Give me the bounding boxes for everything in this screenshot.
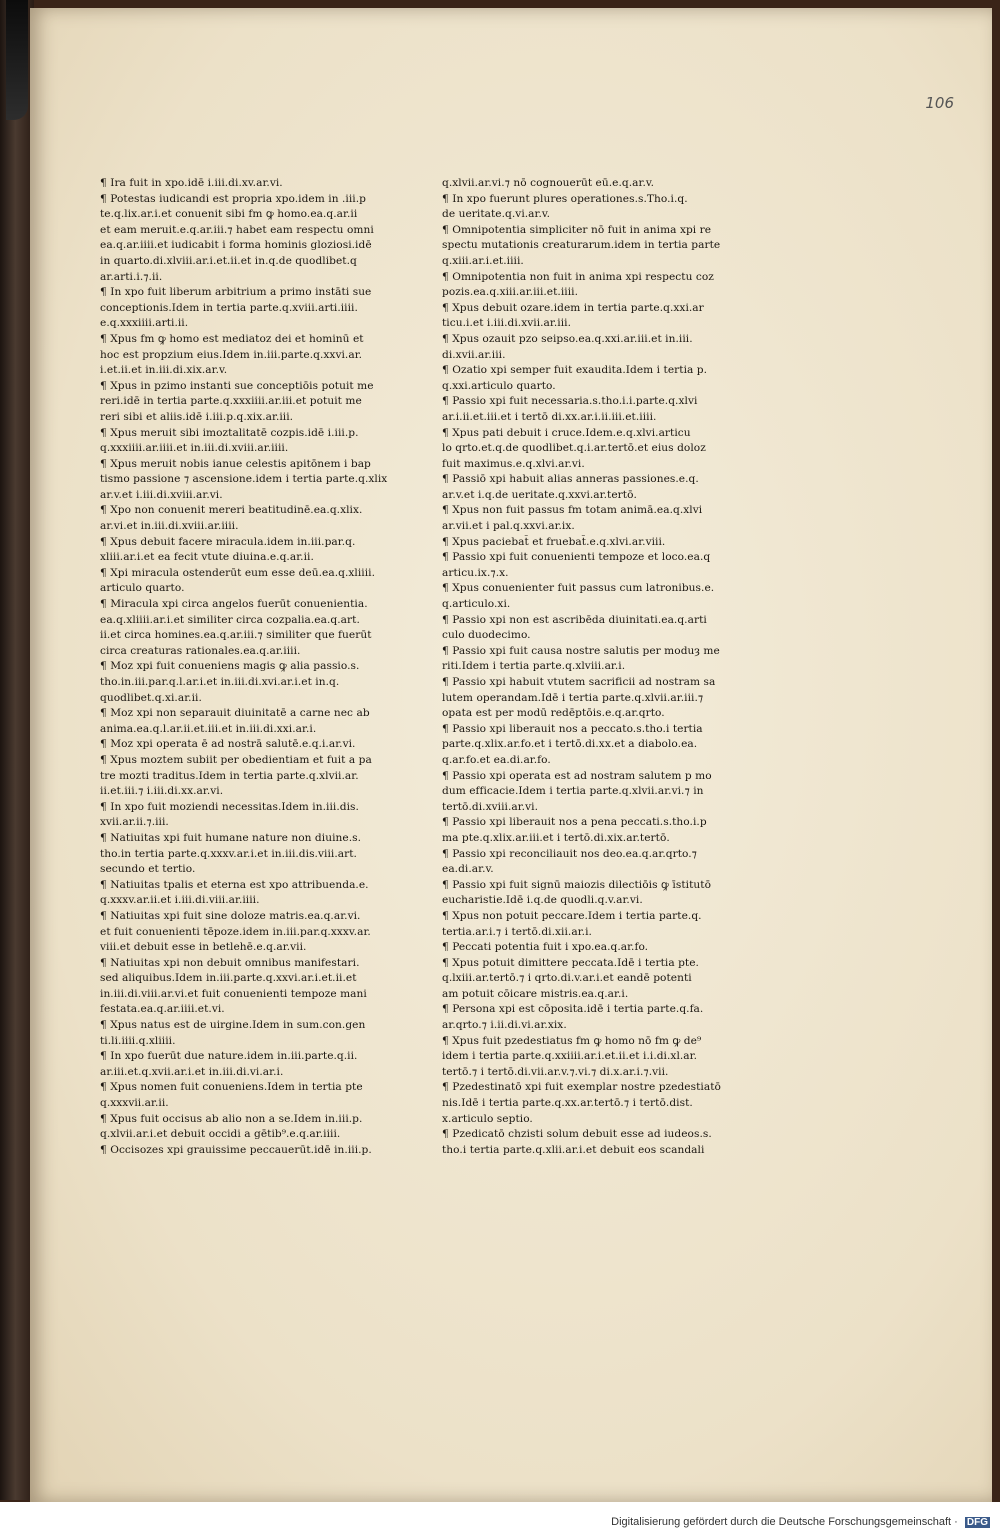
right-column-line: ¶ Passio xpi liberauit nos a pena peccati.s.tho.i.p bbox=[442, 816, 707, 829]
left-column-line: ¶ Natiuitas xpi fuit sine doloze matris.ea.q.ar.vi. bbox=[100, 909, 361, 922]
right-column-line: ¶ Xpus debuit ozare.idem in tertia parte.q.xxi.ar bbox=[442, 301, 704, 314]
right-column-line: ¶ Omnipotentia simpliciter nō fuit in anima xpi re bbox=[442, 223, 712, 236]
left-column-line: reri.idē in tertia parte.q.xxxiiii.ar.iii.et potuit me bbox=[100, 395, 362, 408]
left-column-line: ¶ Xpus nomen fuit conueniens.Idem in tertia pte bbox=[100, 1081, 363, 1094]
left-column-line: ¶ Xpus fm ꝙ homo est mediatoz dei et hominū et bbox=[100, 332, 364, 345]
right-column-line: articu.ix.⁊.x. bbox=[442, 566, 509, 579]
left-column-line: ¶ Natiuitas xpi non debuit omnibus manifestari. bbox=[100, 956, 360, 969]
folio-number: 106 bbox=[925, 94, 954, 112]
right-column-line: pozis.ea.q.xiii.ar.iii.et.iiii. bbox=[442, 286, 579, 299]
left-column-line: circa creaturas rationales.ea.q.ar.iiii. bbox=[100, 644, 301, 657]
book-spine-edge bbox=[0, 0, 34, 1500]
right-column-line: ar.i.ii.et.iii.et i tertō di.xx.ar.i.ii.iii.et.iiii. bbox=[442, 410, 657, 423]
left-column-line: xvii.ar.ii.⁊.iii. bbox=[100, 816, 169, 829]
right-column-line: spectu mutationis creaturarum.idem in tertia parte bbox=[442, 239, 721, 252]
right-column-line: am potuit cōicare mistris.ea.q.ar.i. bbox=[442, 987, 629, 1000]
right-column-line: idem i tertia parte.q.xxiiii.ar.i.et.ii.et i.i.di.xl.ar. bbox=[442, 1050, 698, 1063]
right-text-column bbox=[442, 176, 782, 1158]
right-column-line: q.lxiii.ar.tertō.⁊ i qrto.di.v.ar.i.et eandē potenti bbox=[442, 972, 692, 985]
left-column-line: ar.arti.i.⁊.ii. bbox=[100, 270, 163, 283]
right-column-line: ¶ Omnipotentia non fuit in anima xpi respectu coz bbox=[442, 270, 714, 283]
right-column-line: de ueritate.q.vi.ar.v. bbox=[442, 208, 551, 221]
left-column-line: conceptionis.Idem in tertia parte.q.xviii.arti.iiii. bbox=[100, 301, 358, 314]
right-column-line: ¶ Pzedicatō chzisti solum debuit esse ad iudeos.s. bbox=[442, 1128, 712, 1141]
right-column-line: ¶ Xpus pati debuit i cruce.Idem.e.q.xlvi.articu bbox=[442, 426, 691, 439]
right-column-line: ¶ Passio xpi habuit vtutem sacrificii ad nostram sa bbox=[442, 676, 716, 688]
right-column-line: q.xiii.ar.i.et.iiii. bbox=[442, 254, 524, 267]
left-column-line: in quarto.di.xlviii.ar.i.et.ii.et in.q.de quodlibet.q bbox=[100, 254, 357, 267]
right-column-line: ¶ Passiō xpi habuit alias anneras passiones.e.q. bbox=[442, 473, 699, 486]
left-column-line: tre mozti traditus.Idem in tertia parte.q.xlvii.ar. bbox=[100, 769, 359, 782]
right-column-line: ¶ Passio xpi fuit necessaria.s.tho.i.i.parte.q.xlvi bbox=[442, 395, 698, 408]
left-column-line: viii.et debuit esse in betlehē.e.q.ar.vii. bbox=[100, 941, 307, 954]
left-column-line: quodlibet.q.xi.ar.ii. bbox=[100, 691, 202, 704]
left-column-line: ¶ Moz xpi non separauit diuinitatē a carne nec ab bbox=[100, 707, 370, 720]
right-column-line: ¶ Xpus conuenienter fuit passus cum latronibus.e. bbox=[442, 582, 715, 595]
right-column-line: ¶ Passio xpi fuit causa nostre salutis per moduȝ me bbox=[442, 644, 720, 657]
left-column-line: ii.et circa homines.ea.q.ar.iii.⁊ similiter que fuerūt bbox=[100, 629, 372, 642]
right-column-line: ¶ Passio xpi liberauit nos a peccato.s.tho.i tertia bbox=[442, 722, 703, 735]
right-column-line: ¶ Peccati potentia fuit i xpo.ea.q.ar.fo. bbox=[442, 941, 649, 954]
left-column-line: ea.q.xliiii.ar.i.et similiter circa cozpalia.ea.q.art. bbox=[100, 613, 360, 626]
right-column-line: q.xlvii.ar.vi.⁊ nō cognouerūt eū.e.q.ar.v. bbox=[442, 177, 655, 189]
left-column-line: ¶ Xpus debuit facere miracula.idem in.iii.par.q. bbox=[100, 535, 356, 548]
footer-bar bbox=[0, 1502, 1000, 1536]
left-column-line: ea.q.ar.iiii.et iudicabit i forma hominis gloziosi.idē bbox=[100, 239, 372, 252]
left-column-line: ¶ Ira fuit in xpo.idē i.iii.di.xv.ar.vi. bbox=[100, 177, 283, 189]
right-column-line: ¶ Pzedestinatō xpi fuit exemplar nostre pzedestiatō bbox=[442, 1081, 721, 1094]
left-column-line: ar.vi.et in.iii.di.xviii.ar.iiii. bbox=[100, 520, 239, 533]
left-column-line: ¶ Moz xpi operata ē ad nostrā salutē.e.q.i.ar.vi. bbox=[100, 738, 356, 751]
right-column-line: q.articulo.xi. bbox=[442, 598, 511, 611]
right-column-line: fuit maximus.e.q.xlvi.ar.vi. bbox=[442, 457, 585, 470]
left-column-line: ¶ Moz xpi fuit conueniens magis ꝙ alia passio.s. bbox=[100, 660, 360, 673]
left-column-line: ¶ Xpus natus est de uirgine.Idem in sum.con.gen bbox=[100, 1019, 366, 1032]
right-column-line: culo duodecimo. bbox=[442, 629, 531, 642]
left-column-line: tismo passione ⁊ ascensione.idem i tertia parte.q.xlix bbox=[100, 473, 388, 486]
right-column-line: lo qrto.et.q.de quodlibet.q.i.ar.tertō.et eius doloz bbox=[442, 442, 706, 455]
left-column-line: ar.iii.et.q.xvii.ar.i.et in.iii.di.vi.ar.i. bbox=[100, 1065, 284, 1078]
right-column-line: ¶ Passio xpi operata est ad nostram salutem p mo bbox=[442, 769, 712, 782]
left-column-line: ii.et.iii.⁊ i.iii.di.xx.ar.vi. bbox=[100, 785, 224, 798]
left-column-line: xliii.ar.i.et ea fecit vtute diuina.e.q.ar.ii. bbox=[100, 551, 314, 564]
left-column-line: q.xxxiiii.ar.iiii.et in.iii.di.xviii.ar.iiii. bbox=[100, 442, 289, 455]
right-column-line: dum efficacie.Idem i tertia parte.q.xlvii.ar.vi.⁊ in bbox=[442, 785, 704, 798]
left-column-line: sed aliquibus.Idem in.iii.parte.q.xxvi.ar.i.et.ii.et bbox=[100, 972, 357, 985]
right-column-line: parte.q.xlix.ar.fo.et i tertō.di.xx.et a diabolo.ea. bbox=[442, 738, 698, 751]
right-column-line: ma pte.q.xlix.ar.iii.et i tertō.di.xix.ar.tertō. bbox=[442, 831, 670, 844]
footer-credit: Digitalisierung gefördert durch die Deutsche Forschungsgemeinschaft · DFG bbox=[611, 1516, 988, 1528]
left-column-line: q.xxxvii.ar.ii. bbox=[100, 1097, 169, 1110]
manuscript-page bbox=[30, 8, 992, 1502]
left-column-line: q.xxxv.ar.ii.et i.iii.di.viii.ar.iiii. bbox=[100, 894, 260, 907]
left-column-line: e.q.xxxiiii.arti.ii. bbox=[100, 317, 189, 330]
left-column-line: ¶ Xpi miracula ostenderūt eum esse deū.ea.q.xliiii. bbox=[100, 566, 376, 579]
right-column-line: ar.v.et i.q.de ueritate.q.xxvi.ar.tertō. bbox=[442, 488, 637, 501]
right-column-line: q.ar.fo.et ea.di.ar.fo. bbox=[442, 753, 551, 766]
right-column-line: ¶ Passio xpi non est ascribēda diuinitati.ea.q.arti bbox=[442, 613, 707, 626]
left-column-line: ¶ In xpo fuit liberum arbitrium a primo instāti sue bbox=[100, 286, 372, 299]
left-column-line: ¶ In xpo fuit moziendi necessitas.Idem in.iii.dis. bbox=[100, 800, 359, 813]
right-column-line: ¶ Xpus ozauit pzo seipso.ea.q.xxi.ar.iii.et in.iii. bbox=[442, 332, 693, 345]
right-column-line: lutem operandam.Idē i tertia parte.q.xlvii.ar.iii.⁊ bbox=[442, 691, 704, 704]
left-column-line: et fuit conuenienti tēpoze.idem in.iii.par.q.xxxv.ar. bbox=[100, 925, 371, 938]
left-column-line: secundo et tertio. bbox=[100, 863, 196, 876]
right-column-line: tertō.⁊ i tertō.di.vii.ar.v.⁊.vi.⁊ di.x.ar.i.⁊.vii. bbox=[442, 1065, 669, 1078]
right-column-line: ar.qrto.⁊ i.ii.di.vi.ar.xix. bbox=[442, 1019, 567, 1032]
right-column-line: ¶ Passio xpi fuit signū maiozis dilectiōis ꝙ īstitutō bbox=[442, 878, 712, 891]
right-column-line: riti.Idem i tertia parte.q.xlviii.ar.i. bbox=[442, 660, 626, 673]
left-column-line: festata.ea.q.ar.iiii.et.vi. bbox=[100, 1003, 225, 1016]
left-column-line: ¶ Xpus fuit occisus ab alio non a se.Idem in.iii.p. bbox=[100, 1112, 363, 1125]
left-column-line: tho.in.iii.par.q.l.ar.i.et in.iii.di.xvi.ar.i.et in.q. bbox=[100, 676, 340, 688]
left-column-line: ¶ Potestas iudicandi est propria xpo.idem in .iii.p bbox=[100, 192, 366, 205]
right-column-line: ¶ Ozatio xpi semper fuit exaudita.Idem i tertia p. bbox=[442, 364, 708, 377]
left-column-line: ar.v.et i.iii.di.xviii.ar.vi. bbox=[100, 488, 223, 501]
right-column-line: ar.vii.et i pal.q.xxvi.ar.ix. bbox=[442, 520, 575, 533]
left-column-line: ¶ Xpus meruit sibi imoztalitatē cozpis.idē i.iii.p. bbox=[100, 426, 359, 439]
right-column-line: tho.i tertia parte.q.xlii.ar.i.et debuit eos scandali bbox=[442, 1143, 705, 1156]
left-column-line: ¶ Occisozes xpi grauissime peccauerūt.idē in.iii.p. bbox=[100, 1143, 372, 1156]
right-column-line: tertō.di.xviii.ar.vi. bbox=[442, 800, 538, 813]
right-column-line: ¶ Xpus fuit pzedestiatus fm ꝙ homo nō fm ꝙ de⁹ bbox=[442, 1034, 702, 1047]
right-column-line: x.articulo septio. bbox=[442, 1112, 533, 1125]
left-column-line: ¶ Xpus moztem subiit per obedientiam et fuit a pa bbox=[100, 753, 372, 766]
right-column-line: di.xvii.ar.iii. bbox=[442, 348, 506, 361]
right-column-line: ticu.i.et i.iii.di.xvii.ar.iii. bbox=[442, 317, 572, 330]
left-column-line: ¶ Xpus in pzimo instanti sue conceptiōis potuit me bbox=[100, 379, 374, 392]
right-column-line: ¶ Xpus potuit dimittere peccata.Idē i tertia pte. bbox=[442, 956, 699, 969]
right-column-line: tertia.ar.i.⁊ i tertō.di.xii.ar.i. bbox=[442, 925, 592, 938]
left-column-line: articulo quarto. bbox=[100, 582, 185, 595]
right-column-line: ¶ Xpus non fuit passus fm totam animā.ea.q.xlvi bbox=[442, 504, 703, 517]
left-column-line: ¶ Natiuitas xpi fuit humane nature non diuine.s. bbox=[100, 831, 362, 844]
left-column-line: ¶ Natiuitas tpalis et eterna est xpo attribuenda.e. bbox=[100, 878, 369, 891]
right-column-line: nis.Idē i tertia parte.q.xx.ar.tertō.⁊ i tertō.dist. bbox=[442, 1097, 693, 1110]
right-column-line: ¶ Persona xpi est cōposita.idē i tertia parte.q.fa. bbox=[442, 1003, 704, 1016]
right-column-line: opata est per modū redēptōis.e.q.ar.qrto. bbox=[442, 707, 665, 720]
dfg-logo: DFG bbox=[966, 1517, 988, 1528]
right-column-line: ¶ Passio xpi fuit conuenienti tempoze et loco.ea.q bbox=[442, 551, 711, 564]
left-column-line: hoc est propzium eius.Idem in.iii.parte.q.xxvi.ar. bbox=[100, 348, 363, 361]
right-column-line: ¶ Passio xpi reconciliauit nos deo.ea.q.ar.qrto.⁊ bbox=[442, 847, 697, 860]
left-text-column bbox=[100, 176, 430, 1158]
left-column-line: ¶ Miracula xpi circa angelos fuerūt conuenientia. bbox=[100, 598, 368, 611]
left-column-line: ¶ Xpo non conuenit mereri beatitudinē.ea.q.xlix. bbox=[100, 504, 363, 517]
left-column-line: et eam meruit.e.q.ar.iii.⁊ habet eam respectu omni bbox=[100, 223, 374, 236]
left-column-line: in.iii.di.viii.ar.vi.et fuit conuenienti tempoze mani bbox=[100, 987, 367, 1000]
left-column-line: te.q.lix.ar.i.et conuenit sibi fm ꝙ homo.ea.q.ar.ii bbox=[100, 208, 358, 221]
right-column-line: ¶ In xpo fuerunt plures operationes.s.Tho.i.q. bbox=[442, 192, 688, 205]
right-column-line: q.xxi.articulo quarto. bbox=[442, 379, 556, 392]
left-column-line: ¶ Xpus meruit nobis ianue celestis apitōnem i bap bbox=[100, 457, 371, 470]
left-column-line: ¶ In xpo fuerūt due nature.idem in.iii.parte.q.ii. bbox=[100, 1050, 358, 1063]
left-column-line: tho.in tertia parte.q.xxxv.ar.i.et in.iii.dis.viii.art. bbox=[100, 847, 357, 860]
right-column-line: ¶ Xpus paciebat̄ et fruebat̄.e.q.xlvi.ar.viii. bbox=[442, 535, 666, 548]
left-column-line: i.et.ii.et in.iii.di.xix.ar.v. bbox=[100, 364, 228, 377]
right-column-line: ea.di.ar.v. bbox=[442, 863, 494, 876]
footer-credit-text: Digitalisierung gefördert durch die Deutsche Forschungsgemeinschaft bbox=[611, 1516, 952, 1528]
right-column-line: ¶ Xpus non potuit peccare.Idem i tertia parte.q. bbox=[442, 909, 702, 922]
left-column-line: ti.li.iiii.q.xliiii. bbox=[100, 1034, 176, 1047]
right-column-line: eucharistie.Idē i.q.de quodli.q.v.ar.vi. bbox=[442, 894, 643, 907]
left-column-line: anima.ea.q.l.ar.ii.et.iii.et in.iii.di.xxi.ar.i. bbox=[100, 722, 317, 735]
left-column-line: reri sibi et aliis.idē i.iii.p.q.xix.ar.iii. bbox=[100, 410, 294, 423]
left-column-line: q.xlvii.ar.i.et debuit occidi a gētib⁹.e.q.ar.iiii. bbox=[100, 1128, 341, 1141]
